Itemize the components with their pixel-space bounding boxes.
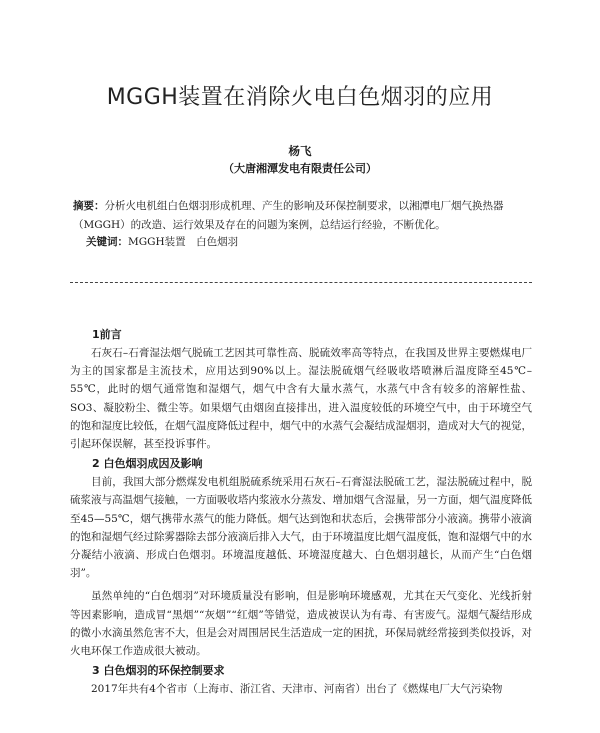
section-divider: [70, 282, 532, 283]
keywords-text: MGGH装置 白色烟羽: [128, 236, 239, 248]
paragraph: 目前，我国大部分燃煤发电机组脱硫系统采用石灰石–石膏湿法脱硫工艺，湿法脱硫过程中，脱硫浆液与高温烟气接触，一方面吸收塔内浆液水分蒸发、增加烟气含湿量，另一方面，烟气温度降低至45—55℃，烟气携带水蒸气的能力降低。烟气达到饱和状态后，会携带部分小液滴。携带小液滴的饱和湿烟气经过除雾器除去部分液滴后排入大气，由于环境温度比烟气温度低，饱和湿烟气中的水分凝结小液滴、形成白色烟羽。环境温度越低、环境湿度越大、白色烟羽越长，从而产生“白色烟羽”。: [70, 476, 532, 580]
keywords-label: 关键词：: [86, 236, 128, 248]
abstract: [73, 197, 533, 235]
paper-title: MGGH装置在消除火电白色烟羽的应用: [106, 85, 494, 110]
abstract-label: 摘要：: [73, 200, 105, 212]
section-heading: 3 白色烟羽的环保控制要求: [92, 664, 225, 678]
paragraph: 2017年共有4个省市（上海市、浙江省、天津市、河南省）出台了《燃煤电厂大气污染物: [91, 683, 503, 696]
section-heading: 2 白色烟羽成因及影响: [92, 457, 203, 471]
section-heading: 1前言: [92, 328, 122, 341]
paragraph: 虽然单纯的“白色烟羽”对环境质量没有影响，但是影响环境感观，尤其在天气变化、光线折射等因素影响，造成冒“黑烟”“灰烟”“红烟”等错觉，造成被误认为有毒、有害废气。湿烟气凝结形成的微小水滴虽然危害不大，但是会对周围居民生活造成一定的困扰，环保局就经常接到类似投诉，对火电环保工作造成很大被动。: [70, 590, 532, 658]
keywords: [86, 234, 536, 250]
paper-body: [70, 326, 532, 698]
paragraph: 石灰石–石膏湿法烟气脱硫工艺因其可靠性高、脱硫效率高等特点，在我国及世界主要燃煤电厂为主的国家都是主流技术，应用达到90%以上。湿法脱硫烟气经吸收塔喷淋后温度降至45℃–55℃，此时的烟气通常饱和湿烟气，烟气中含有大量水蒸气，水蒸气中含有较多的溶解性盐、SO3、凝胶粉尘、微尘等。如果烟气由烟囱直接排出，进入温度较低的环境空气中，由于环境空气的饱和湿度比较低，在烟气温度降低过程中，烟气中的水蒸气会凝结成湿烟羽，造成对大气的视觉，引起环保误解，甚至投诉事件。: [70, 347, 532, 451]
abstract-text: 分析火电机组白色烟羽形成机理、产生的影响及环保控制要求，以湘潭电厂烟气换热器（MGGH）的改造、运行效果及存在的问题为案例，总结运行经验，不断优化。: [73, 200, 504, 231]
author-name: 杨飞: [288, 144, 312, 158]
author-affiliation: （大唐湘潭发电有限责任公司）: [223, 162, 377, 175]
